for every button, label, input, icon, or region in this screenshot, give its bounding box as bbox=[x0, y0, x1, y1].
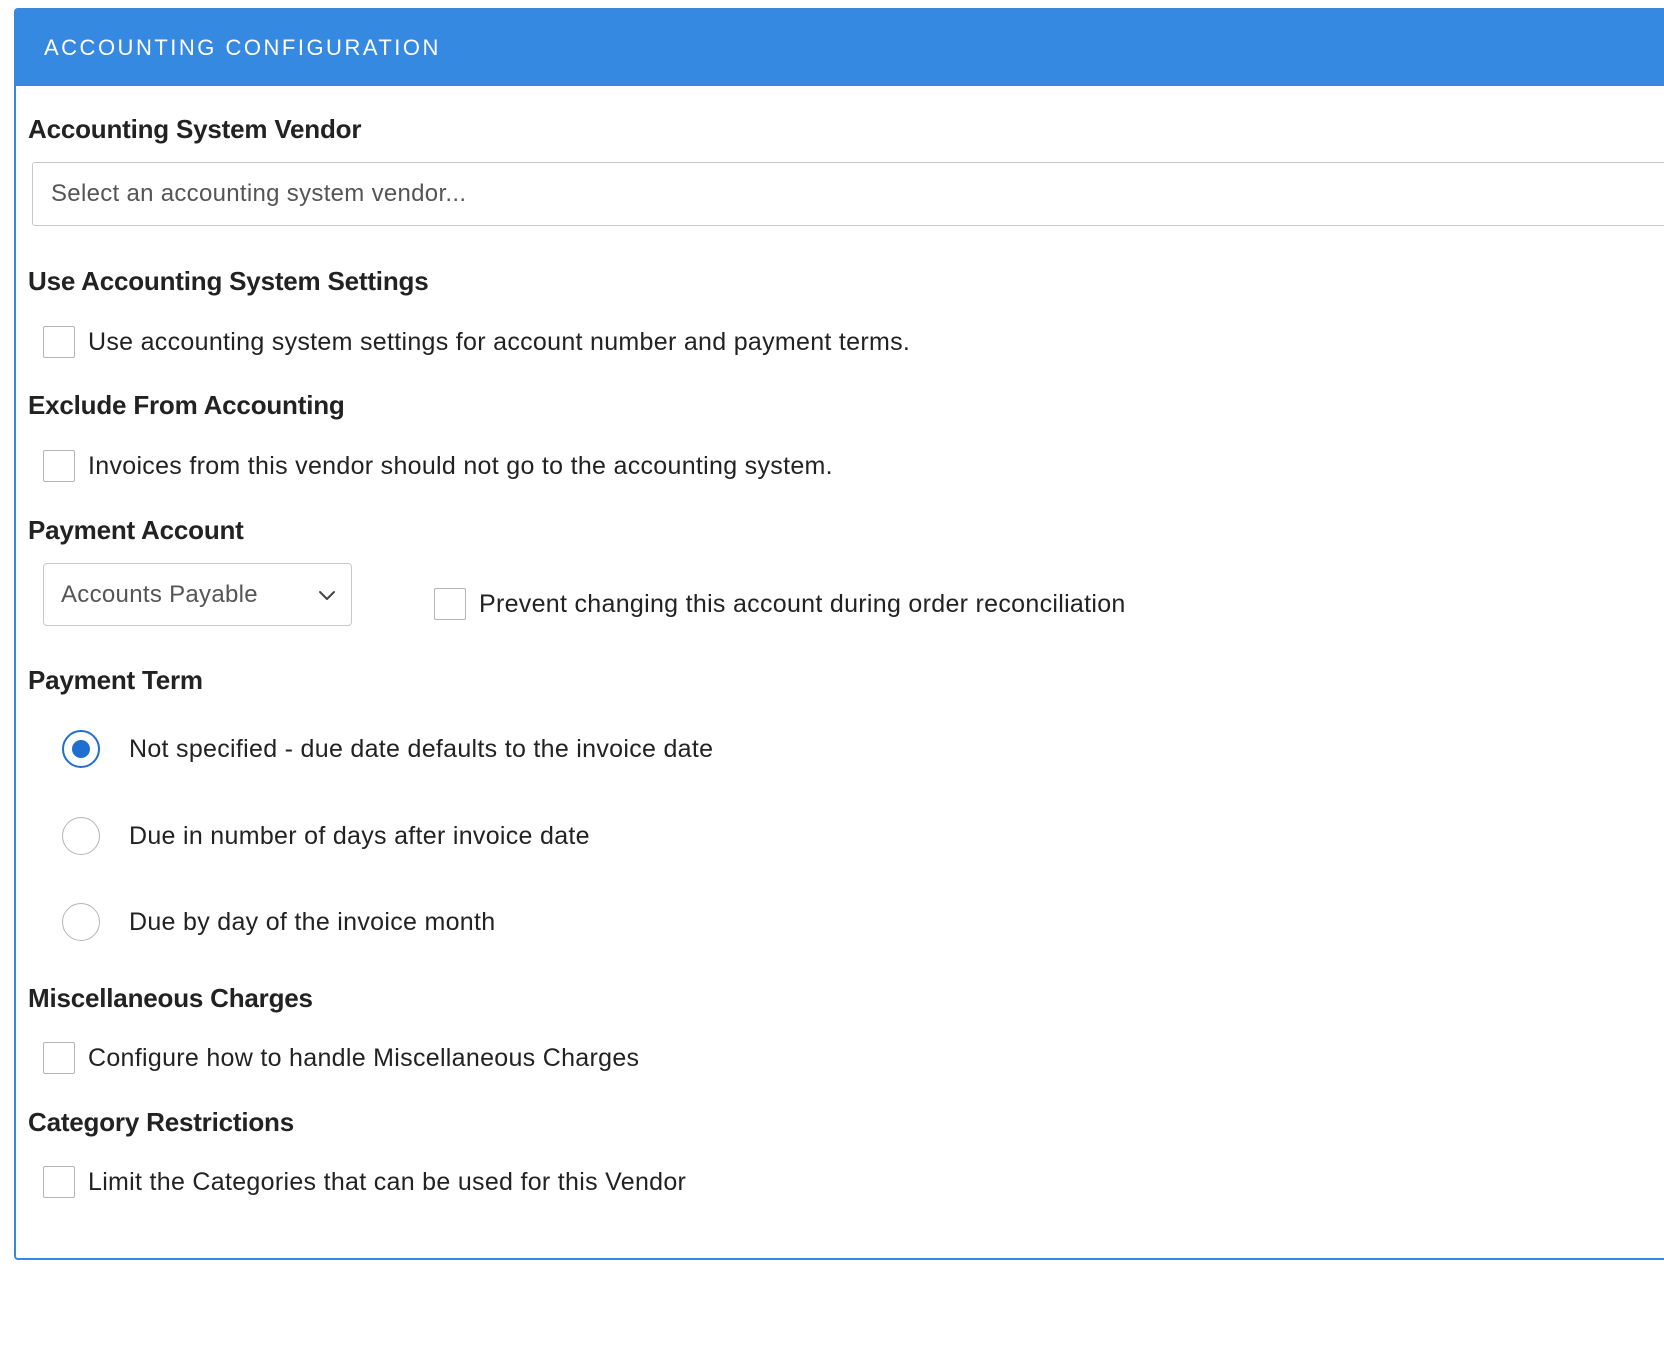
prevent-changing-account-row[interactable] bbox=[434, 588, 1126, 620]
prevent-changing-account-checkbox[interactable] bbox=[434, 588, 466, 620]
payment-term-radio-day-of-month[interactable] bbox=[62, 903, 100, 941]
category-restrictions-checkbox[interactable] bbox=[43, 1166, 75, 1198]
use-accounting-settings-row[interactable] bbox=[43, 326, 910, 358]
use-accounting-settings-checkbox[interactable] bbox=[43, 326, 75, 358]
payment-term-option-days-after[interactable] bbox=[62, 817, 590, 855]
accounting-system-vendor-select[interactable] bbox=[32, 162, 1664, 226]
miscellaneous-charges-checkbox[interactable] bbox=[43, 1042, 75, 1074]
prevent-changing-account-checkbox-label[interactable]: Prevent changing this account during order reconciliation bbox=[479, 589, 1126, 618]
exclude-from-accounting-checkbox[interactable] bbox=[43, 450, 75, 482]
panel-header bbox=[16, 10, 1664, 86]
payment-term-option-label[interactable]: Due by day of the invoice month bbox=[129, 907, 496, 936]
payment-account-label: Payment Account bbox=[28, 515, 244, 545]
payment-term-option-label[interactable]: Not specified - due date defaults to the invoice date bbox=[129, 734, 714, 763]
panel-title: ACCOUNTING CONFIGURATION bbox=[44, 35, 441, 60]
miscellaneous-charges-label: Miscellaneous Charges bbox=[28, 983, 313, 1013]
exclude-from-accounting-row[interactable] bbox=[43, 450, 833, 482]
accounting-system-vendor-placeholder: Select an accounting system vendor... bbox=[51, 180, 467, 207]
payment-term-option-label[interactable]: Due in number of days after invoice date bbox=[129, 821, 590, 850]
payment-account-select[interactable] bbox=[43, 563, 352, 626]
payment-account-selected-value: Accounts Payable bbox=[61, 580, 258, 608]
category-restrictions-checkbox-label[interactable]: Limit the Categories that can be used for this Vendor bbox=[88, 1167, 687, 1196]
accounting-system-vendor-label: Accounting System Vendor bbox=[28, 114, 362, 144]
payment-term-option-day-of-month[interactable] bbox=[62, 903, 495, 941]
payment-term-label: Payment Term bbox=[28, 665, 203, 695]
exclude-from-accounting-checkbox-label[interactable]: Invoices from this vendor should not go to the accounting system. bbox=[88, 451, 833, 480]
category-restrictions-row[interactable] bbox=[43, 1166, 686, 1198]
use-accounting-settings-checkbox-label[interactable]: Use accounting system settings for account number and payment terms. bbox=[88, 327, 911, 356]
payment-term-option-not-specified[interactable] bbox=[62, 730, 713, 768]
exclude-from-accounting-label: Exclude From Accounting bbox=[28, 390, 345, 420]
payment-term-radio-not-specified[interactable] bbox=[62, 730, 100, 768]
miscellaneous-charges-checkbox-label[interactable]: Configure how to handle Miscellaneous Charges bbox=[88, 1043, 640, 1072]
chevron-down-icon bbox=[317, 588, 337, 602]
miscellaneous-charges-row[interactable] bbox=[43, 1042, 639, 1074]
payment-term-radio-days-after[interactable] bbox=[62, 817, 100, 855]
category-restrictions-label: Category Restrictions bbox=[28, 1107, 294, 1137]
use-accounting-settings-label: Use Accounting System Settings bbox=[28, 266, 429, 296]
radio-selected-dot-icon bbox=[72, 740, 90, 758]
